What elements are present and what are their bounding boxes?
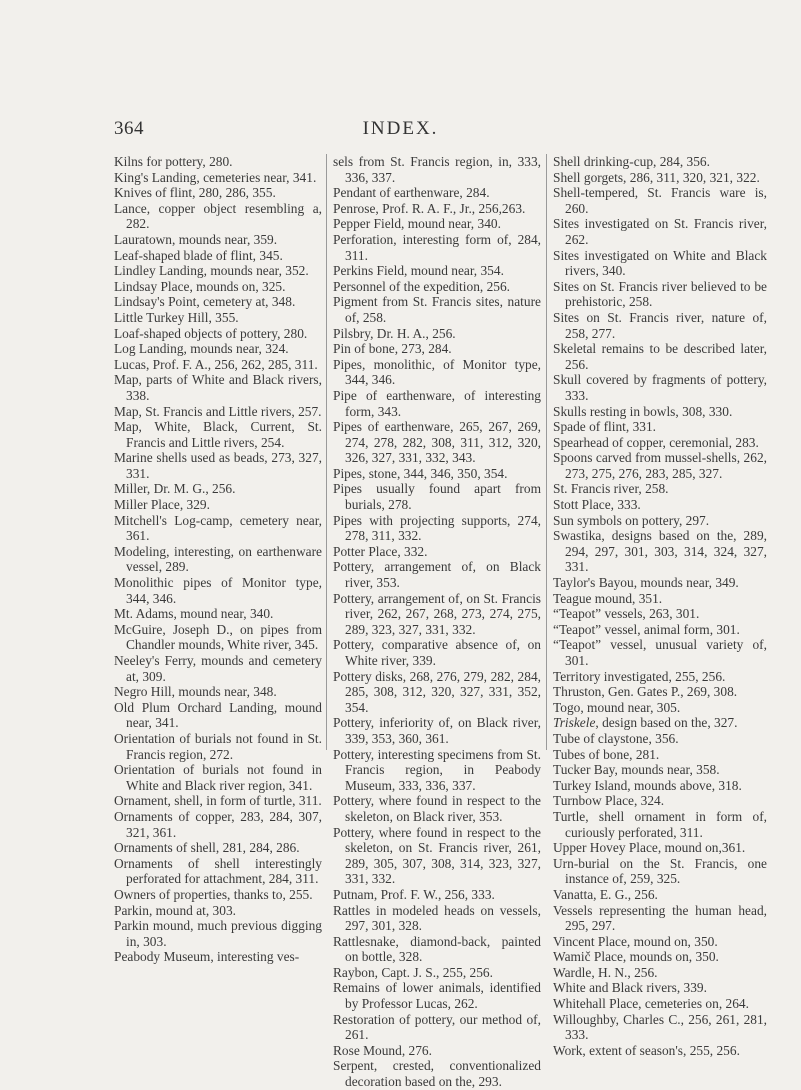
index-column-1 — [114, 154, 322, 965]
index-entry: Ornaments of copper, 283, 284, 307, 321, 361. — [114, 808, 322, 840]
index-entry: sels from St. Francis region, in, 333, 336, 337. — [333, 154, 541, 185]
index-entry: Pottery, where found in respect to the skeleton, on St. Francis river, 261, 289, 305, 307, 308, 314, 323, 327, 331, 332. — [333, 824, 541, 887]
index-entry: Map, St. Francis and Little rivers, 257. — [114, 403, 322, 419]
index-entry: Lindsay Place, mounds on, 325. — [114, 278, 286, 294]
index-entry: Potter Place, 332. — [333, 543, 428, 559]
index-entry: Orientation of burials not found in St. Francis region, 272. — [114, 730, 322, 762]
index-entry: Little Turkey Hill, 355. — [114, 309, 239, 325]
index-entry: Sites investigated on White and Black rivers, 340. — [553, 247, 767, 279]
index-entry: Thruston, Gen. Gates P., 269, 308. — [553, 684, 738, 700]
index-entry: “Teapot” vessel, unusual variety of, 301. — [553, 637, 767, 668]
index-entry: Pipes, stone, 344, 346, 350, 354. — [333, 465, 508, 481]
index-entry: Putnam, Prof. F. W., 256, 333. — [333, 886, 495, 902]
index-entry: Perforation, interesting form of, 284, 311. — [333, 231, 541, 263]
index-entry: Triskele, design based on the, 327. — [553, 715, 738, 731]
index-entry: Map, White, Black, Current, St. Francis and Little rivers, 254. — [114, 419, 322, 450]
index-entry: Pottery, interesting specimens from St. Francis region, in Peabody Museum, 333, 336, 337. — [333, 746, 541, 793]
index-entry: Pendant of earthenware, 284. — [333, 185, 490, 201]
index-entry: Tubes of bone, 281. — [553, 746, 660, 762]
index-entry: Work, extent of season's, 255, 256. — [553, 1042, 740, 1058]
index-entry: Negro Hill, mounds near, 348. — [114, 684, 277, 700]
index-entry: Old Plum Orchard Landing, mound near, 341. — [114, 699, 322, 731]
index-entry: Restoration of pottery, our method of, 261. — [333, 1011, 541, 1043]
index-entry: Pipes with projecting supports, 274, 278, 311, 332. — [333, 512, 541, 544]
index-entry: Peabody Museum, interesting ves- — [114, 949, 300, 965]
column-divider — [546, 154, 547, 750]
index-entry: White and Black rivers, 339. — [553, 980, 707, 996]
index-entry: Kilns for pottery, 280. — [114, 154, 233, 169]
page-number: 364 — [114, 118, 144, 139]
index-entry: Miller Place, 329. — [114, 497, 210, 513]
index-entry: Monolithic pipes of Monitor type, 344, 346. — [114, 575, 322, 606]
index-entry: Modeling, interesting, on earthenware vessel, 289. — [114, 543, 322, 575]
index-entry: Togo, mound near, 305. — [553, 699, 681, 715]
index-entry: Lindley Landing, mounds near, 352. — [114, 263, 309, 279]
index-column-2 — [333, 154, 541, 1090]
index-entry: Parkin mound, much previous digging in, 303. — [114, 918, 322, 949]
index-entry: Pipes, monolithic, of Monitor type, 344, 346. — [333, 356, 541, 388]
index-entry: Perkins Field, mound near, 354. — [333, 263, 504, 279]
running-title: INDEX. — [362, 118, 439, 139]
index-entry: Pilsbry, Dr. H. A., 256. — [333, 325, 456, 341]
index-entry: Personnel of the expedition, 256. — [333, 278, 511, 294]
index-entry: Neeley's Ferry, mounds and cemetery at, 309. — [114, 653, 322, 684]
page-header — [0, 118, 801, 148]
column-divider — [326, 154, 327, 750]
index-entry: Upper Hovey Place, mound on,361. — [553, 840, 746, 856]
index-entry: Vanatta, E. G., 256. — [553, 886, 658, 902]
index-entry: Spade of flint, 331. — [553, 419, 657, 435]
index-entry: Marine shells used as beads, 273, 327, 331. — [114, 450, 322, 481]
index-entry: Pigment from St. Francis sites, nature of, 258. — [333, 294, 541, 325]
index-entry: Tucker Bay, mounds near, 358. — [553, 762, 720, 778]
index-entry: Turnbow Place, 324. — [553, 793, 665, 809]
index-entry: Lauratown, mounds near, 359. — [114, 231, 278, 247]
index-entry: Pipe of earthenware, of interesting form, 343. — [333, 387, 541, 419]
index-entry: “Teapot” vessel, animal form, 301. — [553, 621, 740, 637]
index-entry: Territory investigated, 255, 256. — [553, 668, 726, 684]
index-entry: Wamič Place, mounds on, 350. — [553, 949, 719, 965]
index-entry: “Teapot” vessels, 263, 301. — [553, 606, 700, 622]
index-entry: Vessels representing the human head, 295, 297. — [553, 902, 767, 934]
index-entry: Pipes of earthenware, 265, 267, 269, 274, 278, 282, 308, 311, 312, 320, 326, 327, 331, 332, 343. — [333, 419, 541, 466]
index-entry: Skulls resting in bowls, 308, 330. — [553, 403, 733, 419]
index-entry: Ornament, shell, in form of turtle, 311. — [114, 793, 322, 809]
index-entry: Skull covered by fragments of pottery, 333. — [553, 372, 767, 403]
index-entry: Turtle, shell ornament in form of, curiously perforated, 311. — [553, 808, 767, 840]
index-entry: Parkin, mound at, 303. — [114, 902, 236, 918]
index-entry: Penrose, Prof. R. A. F., Jr., 256,263. — [333, 200, 526, 216]
index-entry: Mitchell's Log-camp, cemetery near, 361. — [114, 512, 322, 544]
index-entry: Owners of properties, thanks to, 255. — [114, 886, 313, 902]
index-entry: Pottery, where found in respect to the skeleton, on Black river, 353. — [333, 793, 541, 824]
index-entry: Shell gorgets, 286, 311, 320, 321, 322. — [553, 169, 760, 185]
index-entry: Shell drinking-cup, 284, 356. — [553, 154, 710, 169]
index-entry: Sites investigated on St. Francis river, 262. — [553, 216, 767, 247]
index-entry: Skeletal remains to be described later, 256. — [553, 341, 767, 372]
index-columns — [114, 154, 770, 1090]
index-entry: Leaf-shaped blade of flint, 345. — [114, 247, 283, 263]
index-entry: Miller, Dr. M. G., 256. — [114, 481, 236, 497]
index-entry: Pottery, arrangement of, on Black river, 353. — [333, 559, 541, 591]
index-entry: Pottery, inferiority of, on Black river, 339, 353, 360, 361. — [333, 715, 541, 746]
index-entry: Serpent, crested, conventionalized decoration based on the, 293. — [333, 1058, 541, 1090]
index-entry: Map, parts of White and Black rivers, 338. — [114, 372, 322, 403]
index-entry: Raybon, Capt. J. S., 255, 256. — [333, 964, 493, 980]
index-entry: Remains of lower animals, identified by Professor Lucas, 262. — [333, 980, 541, 1012]
index-entry: Pin of bone, 273, 284. — [333, 341, 452, 357]
index-column-3 — [553, 154, 767, 1058]
index-entry: Pottery disks, 268, 276, 279, 282, 284, 285, 308, 312, 320, 327, 331, 352, 354. — [333, 668, 541, 715]
index-entry: Swastika, designs based on the, 289, 294, 297, 301, 303, 314, 324, 327, 331. — [553, 528, 767, 575]
index-entry: Rattlesnake, diamond-back, painted on bottle, 328. — [333, 933, 541, 965]
index-entry: Taylor's Bayou, mounds near, 349. — [553, 575, 739, 591]
index-entry: Wardle, H. N., 256. — [553, 964, 658, 980]
index-entry: Sun symbols on pottery, 297. — [553, 512, 710, 528]
index-entry: St. Francis river, 258. — [553, 481, 669, 497]
index-entry: Turkey Island, mounds above, 318. — [553, 777, 742, 793]
index-entry: Loaf-shaped objects of pottery, 280. — [114, 325, 308, 341]
index-entry: Urn-burial on the St. Francis, one instance of, 259, 325. — [553, 855, 767, 887]
index-entry: Teague mound, 351. — [553, 590, 663, 606]
index-entry: McGuire, Joseph D., on pipes from Chandler mounds, White river, 345. — [114, 621, 322, 653]
index-entry: Stott Place, 333. — [553, 497, 641, 513]
index-entry: Rose Mound, 276. — [333, 1042, 432, 1058]
index-entry: Sites on St. Francis river believed to be prehistoric, 258. — [553, 278, 767, 310]
index-entry: Tube of claystone, 356. — [553, 730, 679, 746]
index-entry: Lance, copper object resembling a, 282. — [114, 200, 322, 232]
index-entry: Whitehall Place, cemeteries on, 264. — [553, 996, 749, 1012]
index-entry: Spoons carved from mussel-shells, 262, 273, 275, 276, 283, 285, 327. — [553, 450, 767, 481]
index-entry: Ornaments of shell, 281, 284, 286. — [114, 840, 300, 856]
index-entry: Mt. Adams, mound near, 340. — [114, 606, 274, 622]
index-entry: King's Landing, cemeteries near, 341. — [114, 169, 317, 185]
index-entry: Pipes usually found apart from burials, 278. — [333, 481, 541, 513]
index-entry: Pepper Field, mound near, 340. — [333, 216, 501, 232]
index-entry: Lucas, Prof. F. A., 256, 262, 285, 311. — [114, 356, 318, 372]
index-entry: Orientation of burials not found in White and Black river region, 341. — [114, 762, 322, 793]
index-entry: Rattles in modeled heads on vessels, 297, 301, 328. — [333, 902, 541, 934]
index-entry: Ornaments of shell interestingly perforated for attachment, 284, 311. — [114, 855, 322, 887]
index-entry: Sites on St. Francis river, nature of, 258, 277. — [553, 309, 767, 341]
index-entry: Knives of flint, 280, 286, 355. — [114, 185, 276, 201]
index-entry: Pottery, comparative absence of, on White river, 339. — [333, 637, 541, 668]
index-entry: Shell-tempered, St. Francis ware is, 260. — [553, 185, 767, 216]
index-entry: Log Landing, mounds near, 324. — [114, 341, 289, 357]
index-entry: Spearhead of copper, ceremonial, 283. — [553, 434, 759, 450]
index-entry: Willoughby, Charles C., 256, 261, 281, 333. — [553, 1011, 767, 1043]
index-entry: Vincent Place, mound on, 350. — [553, 933, 718, 949]
index-entry: Lindsay's Point, cemetery at, 348. — [114, 294, 296, 310]
index-entry: Pottery, arrangement of, on St. Francis river, 262, 267, 268, 273, 274, 275, 289, 323, 327, 331, 332. — [333, 590, 541, 637]
